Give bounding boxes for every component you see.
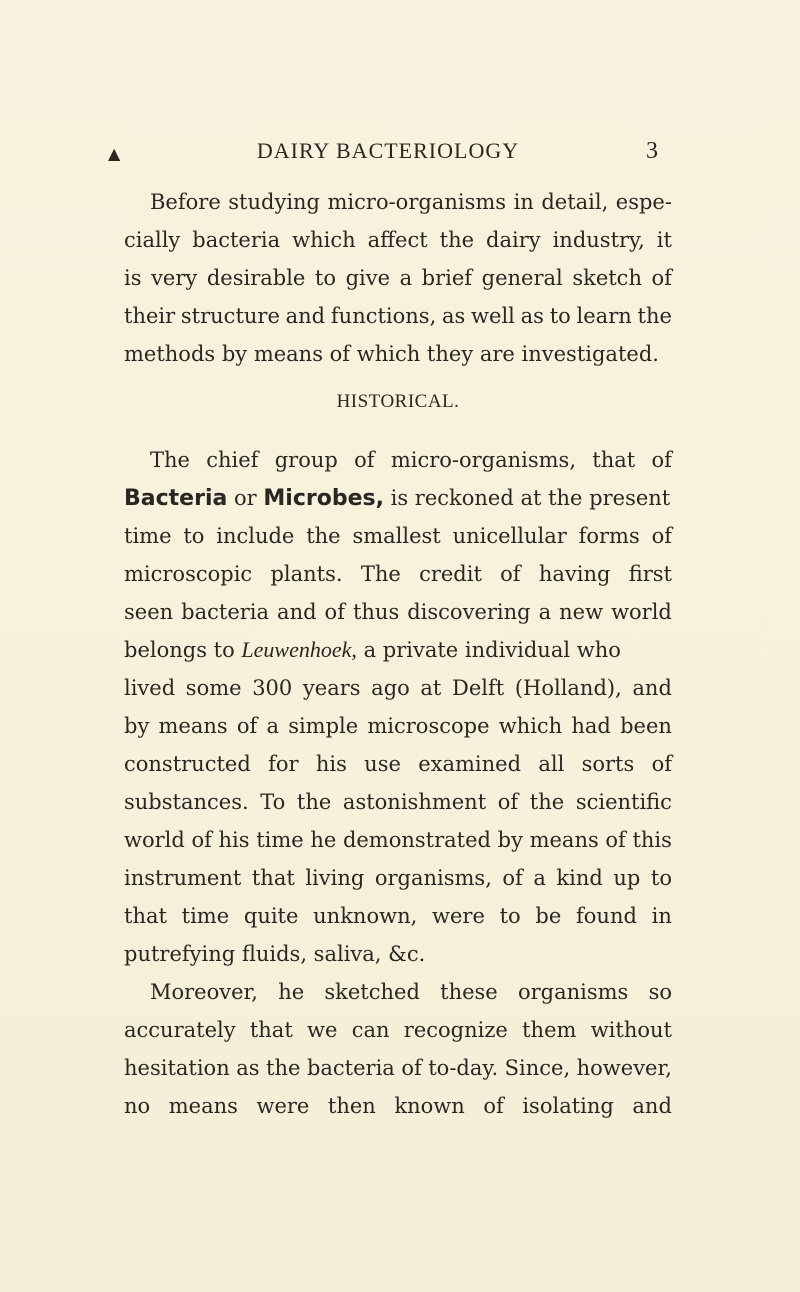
word: demonstrated: [342, 828, 491, 852]
word: industry,: [552, 228, 645, 252]
word: these: [440, 980, 498, 1004]
word: group: [274, 448, 338, 472]
word: world: [124, 828, 185, 852]
text-line: [124, 259, 672, 297]
word: micro-organisms: [327, 190, 507, 214]
word: so: [648, 980, 672, 1004]
word: instrument: [124, 866, 242, 890]
word: desirable: [206, 266, 306, 290]
word: means: [168, 1094, 238, 1118]
word: sketched: [324, 980, 420, 1004]
word: years: [302, 676, 361, 700]
word: detail,: [541, 190, 609, 214]
word: world: [611, 600, 672, 624]
word: learn: [576, 304, 632, 328]
word: means: [158, 714, 228, 738]
word: unicellular: [452, 524, 567, 548]
text-line: [124, 555, 672, 593]
word: were: [256, 1094, 310, 1118]
page-body: [124, 183, 672, 1125]
word: (Holland),: [514, 676, 622, 700]
word: having: [538, 562, 611, 586]
word: then: [327, 1094, 376, 1118]
word: found: [576, 904, 637, 928]
word: affect: [367, 228, 428, 252]
word: time: [181, 904, 230, 928]
word: to: [499, 904, 521, 928]
word: sketch: [572, 266, 642, 290]
text-line: [124, 1087, 672, 1125]
word: been: [620, 714, 672, 738]
word: well: [471, 304, 515, 328]
word: kind: [556, 866, 603, 890]
word: of: [651, 266, 672, 290]
word: living: [305, 866, 365, 890]
word: discovering: [407, 600, 531, 624]
word: bacteria: [306, 1056, 395, 1080]
word: Delft: [452, 676, 505, 700]
word: by: [124, 714, 150, 738]
word: examined: [418, 752, 522, 776]
word: by: [497, 828, 523, 852]
word: constructed: [124, 752, 251, 776]
text-line: [124, 441, 672, 479]
word: the: [637, 304, 672, 328]
word: Moreover,: [150, 980, 258, 1004]
word: of: [651, 752, 672, 776]
word: astonishment: [342, 790, 487, 814]
text-line: putrefying fluids, saliva, &c.: [124, 942, 426, 966]
word: to: [650, 866, 672, 890]
word: chief: [206, 448, 259, 472]
word: new: [559, 600, 604, 624]
word: use: [364, 752, 401, 776]
word: functions,: [330, 304, 437, 328]
running-head: [108, 138, 668, 168]
word: is: [124, 266, 142, 290]
word: to: [314, 266, 336, 290]
word: sorts: [581, 752, 635, 776]
word: The: [360, 562, 401, 586]
word: the: [439, 228, 475, 252]
text-line: [124, 707, 672, 745]
term-microbes: Microbes,: [263, 486, 384, 511]
word: a: [538, 600, 552, 624]
word: had: [571, 714, 611, 738]
word: the: [296, 790, 332, 814]
paragraph-moreover: [124, 973, 672, 1125]
word: of: [324, 600, 345, 624]
text-line: [124, 183, 672, 221]
word: accurately: [124, 1018, 236, 1042]
text-line: [124, 859, 672, 897]
word: as: [236, 1056, 260, 1080]
word: of: [605, 828, 626, 852]
word: espe-: [615, 190, 672, 214]
word: unknown,: [313, 904, 418, 928]
word: can: [351, 1018, 390, 1042]
word: and: [632, 1094, 672, 1118]
word: lived: [124, 676, 176, 700]
word: microscopic: [124, 562, 253, 586]
term-bacteria: Bacteria: [124, 486, 228, 511]
word: means: [529, 828, 599, 852]
word: smallest: [352, 524, 441, 548]
word: we: [307, 1018, 338, 1042]
word: thus: [352, 600, 400, 624]
word: cially: [124, 228, 181, 252]
word: known: [394, 1094, 465, 1118]
word: of: [500, 562, 521, 586]
text-line: [124, 669, 672, 707]
word: a: [266, 714, 279, 738]
word: To: [260, 790, 286, 814]
word: of: [401, 1056, 422, 1080]
word: brief: [421, 266, 473, 290]
word: he: [310, 828, 337, 852]
word: his: [315, 752, 347, 776]
word: give: [345, 266, 391, 290]
word: for: [268, 752, 299, 776]
word: dairy: [486, 228, 541, 252]
word: in: [651, 904, 672, 928]
word: plants.: [270, 562, 343, 586]
word: organisms,: [374, 866, 492, 890]
paragraph-historical: [124, 441, 672, 973]
text-line: [124, 897, 672, 935]
word: quite: [243, 904, 299, 928]
word: the: [306, 524, 341, 548]
text-line: Bacteria or Microbes, is reckoned at the present: [124, 486, 671, 511]
word: very: [151, 266, 198, 290]
word: he: [278, 980, 305, 1004]
word: to: [549, 304, 571, 328]
word: up: [613, 866, 641, 890]
word: of: [651, 448, 672, 472]
word: a: [533, 866, 546, 890]
word: seen: [124, 600, 174, 624]
word: without: [590, 1018, 672, 1042]
word: some: [185, 676, 242, 700]
word: of: [651, 524, 672, 548]
word: a: [399, 266, 413, 290]
word: be: [535, 904, 562, 928]
text-line: [124, 593, 672, 631]
word: that: [251, 866, 295, 890]
text-line: [124, 221, 672, 259]
word: structure: [180, 304, 280, 328]
word: substances.: [124, 790, 249, 814]
paragraph-intro: [124, 183, 672, 373]
word: them: [522, 1018, 577, 1042]
word: time: [256, 828, 304, 852]
word: of: [191, 828, 212, 852]
text-line: [124, 297, 672, 335]
word: however,: [576, 1056, 672, 1080]
running-head-title: DAIRY BACTERIOLOGY: [256, 138, 520, 163]
text-line: belongs to Leuwenhoek, a private individual who: [124, 637, 621, 662]
word: as: [520, 304, 544, 328]
word: first: [628, 562, 672, 586]
word: were: [432, 904, 485, 928]
word: organisms: [517, 980, 629, 1004]
word: micro-organisms,: [390, 448, 577, 472]
name-leuwenhoek: Leuwenhoek,: [241, 637, 357, 662]
word: this: [632, 828, 672, 852]
word: no: [124, 1094, 151, 1118]
word: that: [592, 448, 636, 472]
word: the: [266, 1056, 301, 1080]
word: it: [656, 228, 672, 252]
word: ago: [371, 676, 410, 700]
word: and: [632, 676, 672, 700]
word: of: [236, 714, 258, 738]
word: microscope: [367, 714, 490, 738]
word: credit: [419, 562, 482, 586]
page-number: 3: [646, 138, 658, 164]
word: which: [498, 714, 563, 738]
text-line: [124, 821, 672, 859]
word: simple: [288, 714, 359, 738]
word: and: [285, 304, 326, 328]
word: recognize: [403, 1018, 508, 1042]
word: isolating: [522, 1094, 614, 1118]
text-line: [124, 1011, 672, 1049]
text-line: [124, 1049, 672, 1087]
word: Before: [150, 190, 221, 214]
word: of: [502, 866, 523, 890]
printer-mark: ▲: [108, 144, 121, 163]
word: to: [183, 524, 205, 548]
word: as: [442, 304, 466, 328]
word: hesitation: [124, 1056, 230, 1080]
text-line: [124, 973, 672, 1011]
word: and: [277, 600, 317, 624]
word: the: [529, 790, 565, 814]
word: Since,: [504, 1056, 571, 1080]
word: at: [420, 676, 442, 700]
text-line: [124, 517, 672, 555]
section-heading: HISTORICAL.: [336, 391, 460, 412]
word: to-day.: [428, 1056, 499, 1080]
word: which: [292, 228, 356, 252]
word: bacteria: [181, 600, 270, 624]
word: all: [538, 752, 565, 776]
word: his: [218, 828, 250, 852]
text-line: [124, 783, 672, 821]
word: bacteria: [192, 228, 281, 252]
word: include: [216, 524, 295, 548]
word: that: [124, 904, 167, 928]
word: scientific: [575, 790, 672, 814]
word: of: [497, 790, 519, 814]
word: of: [354, 448, 375, 472]
word: The: [150, 448, 190, 472]
word: studying: [228, 190, 320, 214]
word: of: [483, 1094, 504, 1118]
word: general: [481, 266, 563, 290]
word: time: [124, 524, 172, 548]
text-line: [124, 745, 672, 783]
word: in: [513, 190, 534, 214]
text-line: methods by means of which they are investigated.: [124, 342, 659, 366]
word: forms: [578, 524, 640, 548]
word: their: [124, 304, 176, 328]
word: that: [249, 1018, 293, 1042]
word: 300: [252, 676, 293, 700]
